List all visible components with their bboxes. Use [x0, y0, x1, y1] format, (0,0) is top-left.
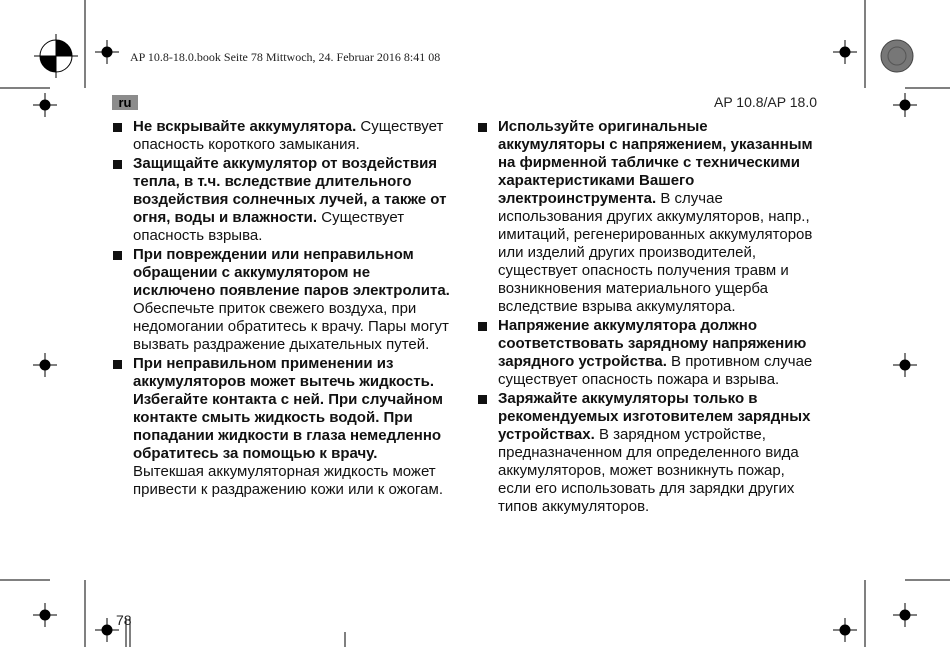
item-bold-text: При неправильном применении из аккумуляторов может вытечь жидкость. Избегайте контакта с ней. При случайном контакте смыть жидкость водой. При попадании жидкости в глаза немедленно обратитесь за помощью к врачу. [133, 355, 443, 462]
item-bold-text: Защищайте аккумулятор от воздействия тепла, в т.ч. вследствие длительного воздействия солнечных лучей, а также от огня, воды и влажности. [133, 155, 447, 226]
square-bullet-icon [113, 360, 122, 369]
item-text: Вытекшая аккумуляторная жидкость может привести к раздражению кожи или к ожогам. [133, 463, 443, 498]
list-item [112, 155, 452, 245]
item-bold-text: Напряжение аккумулятора должно соответствовать зарядному напряжению зарядного устройства. [498, 317, 807, 370]
list-item [112, 118, 452, 154]
list-item [477, 118, 817, 316]
item-text: В зарядном устройстве, предназначенном для определенного вида аккумуляторов, может возникнуть пожар, если его использовать для зарядки других типов аккумуляторов. [498, 426, 799, 515]
item-bold-text: Заряжайте аккумуляторы только в рекомендуемых изготовителем зарядных устройствах. [498, 390, 811, 443]
square-bullet-icon [478, 123, 487, 132]
list-item [477, 390, 817, 516]
square-bullet-icon [113, 160, 122, 169]
item-bold-text: При повреждении или неправильном обращении с аккумулятором не исключено появление паров электролита. [133, 246, 450, 299]
item-text: Существует опасность взрыва. [133, 209, 405, 244]
square-bullet-icon [113, 123, 122, 132]
item-text: В случае использования других аккумуляторов, напр., имитаций, регенерированных аккумуляторов или изделий других производителей, существует опасность получения травм и возникновения материального ущерба вследствие взрыва аккумулятора. [498, 190, 813, 315]
language-badge: ru [112, 95, 138, 110]
item-text: Обеспечьте приток свежего воздуха, при недомогании обратитесь к врачу. Пары могут вызвать раздражение дыхательных путей. [133, 300, 449, 353]
book-file-header: AP 10.8-18.0.book Seite 78 Mittwoch, 24. Februar 2016 8:41 08 [130, 50, 441, 64]
model-label: AP 10.8/AP 18.0 [713, 94, 817, 110]
square-bullet-icon [478, 322, 487, 331]
right-column [477, 118, 817, 517]
item-bold-text: Используйте оригинальные аккумуляторы с напряжением, указанным на фирменной табличке с техническими характеристиками Вашего электроинструмента. [498, 118, 813, 207]
list-item [112, 355, 452, 499]
left-column [112, 118, 452, 500]
registration-target-top-left [34, 34, 78, 78]
square-bullet-icon [478, 395, 487, 404]
page-number: 78 [116, 612, 132, 628]
item-text: Существует опасность короткого замыкания. [133, 118, 444, 153]
square-bullet-icon [113, 251, 122, 260]
registration-target-top-right [881, 40, 913, 72]
list-item [477, 317, 817, 389]
item-bold-text: Не вскрывайте аккумулятора. [133, 118, 357, 135]
list-item [112, 246, 452, 354]
item-text: В противном случае существует опасность пожара и взрыва. [498, 353, 813, 388]
